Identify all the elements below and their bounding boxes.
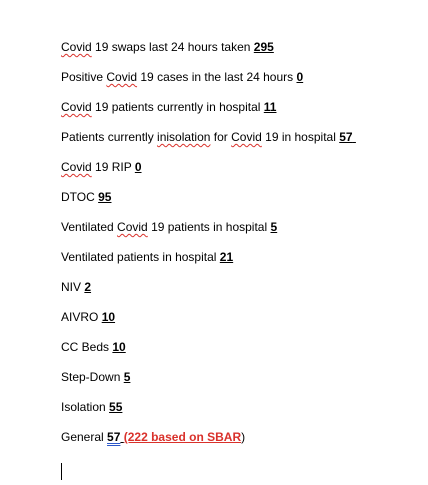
value-niv: 2: [84, 280, 92, 294]
line-ventilated-patients: Ventilated patients in hospital 21: [61, 250, 234, 264]
line-isolation: Isolation 55: [61, 400, 123, 414]
misspelled-word: Covid: [231, 130, 262, 144]
line-aivro: AIVRO 10: [61, 310, 116, 324]
line-ventilated-covid: Ventilated Covid 19 patients in hospital 5: [61, 220, 278, 234]
line-general: General 57 (222 based on SBAR): [61, 430, 246, 444]
misspelled-word: Covid: [61, 100, 92, 114]
value-step-down: 5: [123, 370, 131, 384]
misspelled-word: inisolation: [157, 130, 211, 144]
value-inpatients: 11: [263, 100, 277, 114]
line-niv: NIV 2: [61, 280, 92, 294]
line-cc-beds: CC Beds 10: [61, 340, 126, 354]
misspelled-word: Covid: [61, 160, 92, 174]
value-cc-beds: 10: [112, 340, 126, 354]
value-dtoc: 95: [98, 190, 112, 204]
line-covid-inpatients: Covid 19 patients currently in hospital 11: [61, 100, 277, 114]
misspelled-word: Covid: [117, 220, 148, 234]
value-isolation: 55: [109, 400, 123, 414]
sbar-note: (222 based on SBAR: [123, 430, 242, 444]
line-positive-cases: Positive Covid 19 cases in the last 24 hours 0: [61, 70, 304, 84]
value-aivro: 10: [101, 310, 116, 324]
document-body[interactable]: [61, 39, 421, 485]
closing-paren: ): [241, 430, 246, 444]
value-general: 57: [107, 430, 121, 444]
misspelled-word: Covid: [61, 40, 92, 54]
value-isolation-patients: 57: [339, 130, 353, 144]
value-rip: 0: [134, 160, 142, 174]
line-step-down: Step-Down 5: [61, 370, 131, 384]
value-ventilated-patients: 21: [219, 250, 234, 264]
value-swabs: 295: [253, 40, 274, 54]
text-cursor: [61, 463, 62, 480]
line-isolation-patients: Patients currently inisolation for Covid 19 in hospital 57: [61, 130, 353, 144]
line-covid-swabs: Covid 19 swaps last 24 hours taken 295: [61, 40, 274, 54]
line-covid-rip: Covid 19 RIP 0: [61, 160, 142, 174]
value-positive-cases: 0: [296, 70, 304, 84]
line-dtoc: DTOC 95: [61, 190, 112, 204]
misspelled-word: Covid: [106, 70, 138, 84]
value-ventilated-covid: 5: [270, 220, 278, 234]
